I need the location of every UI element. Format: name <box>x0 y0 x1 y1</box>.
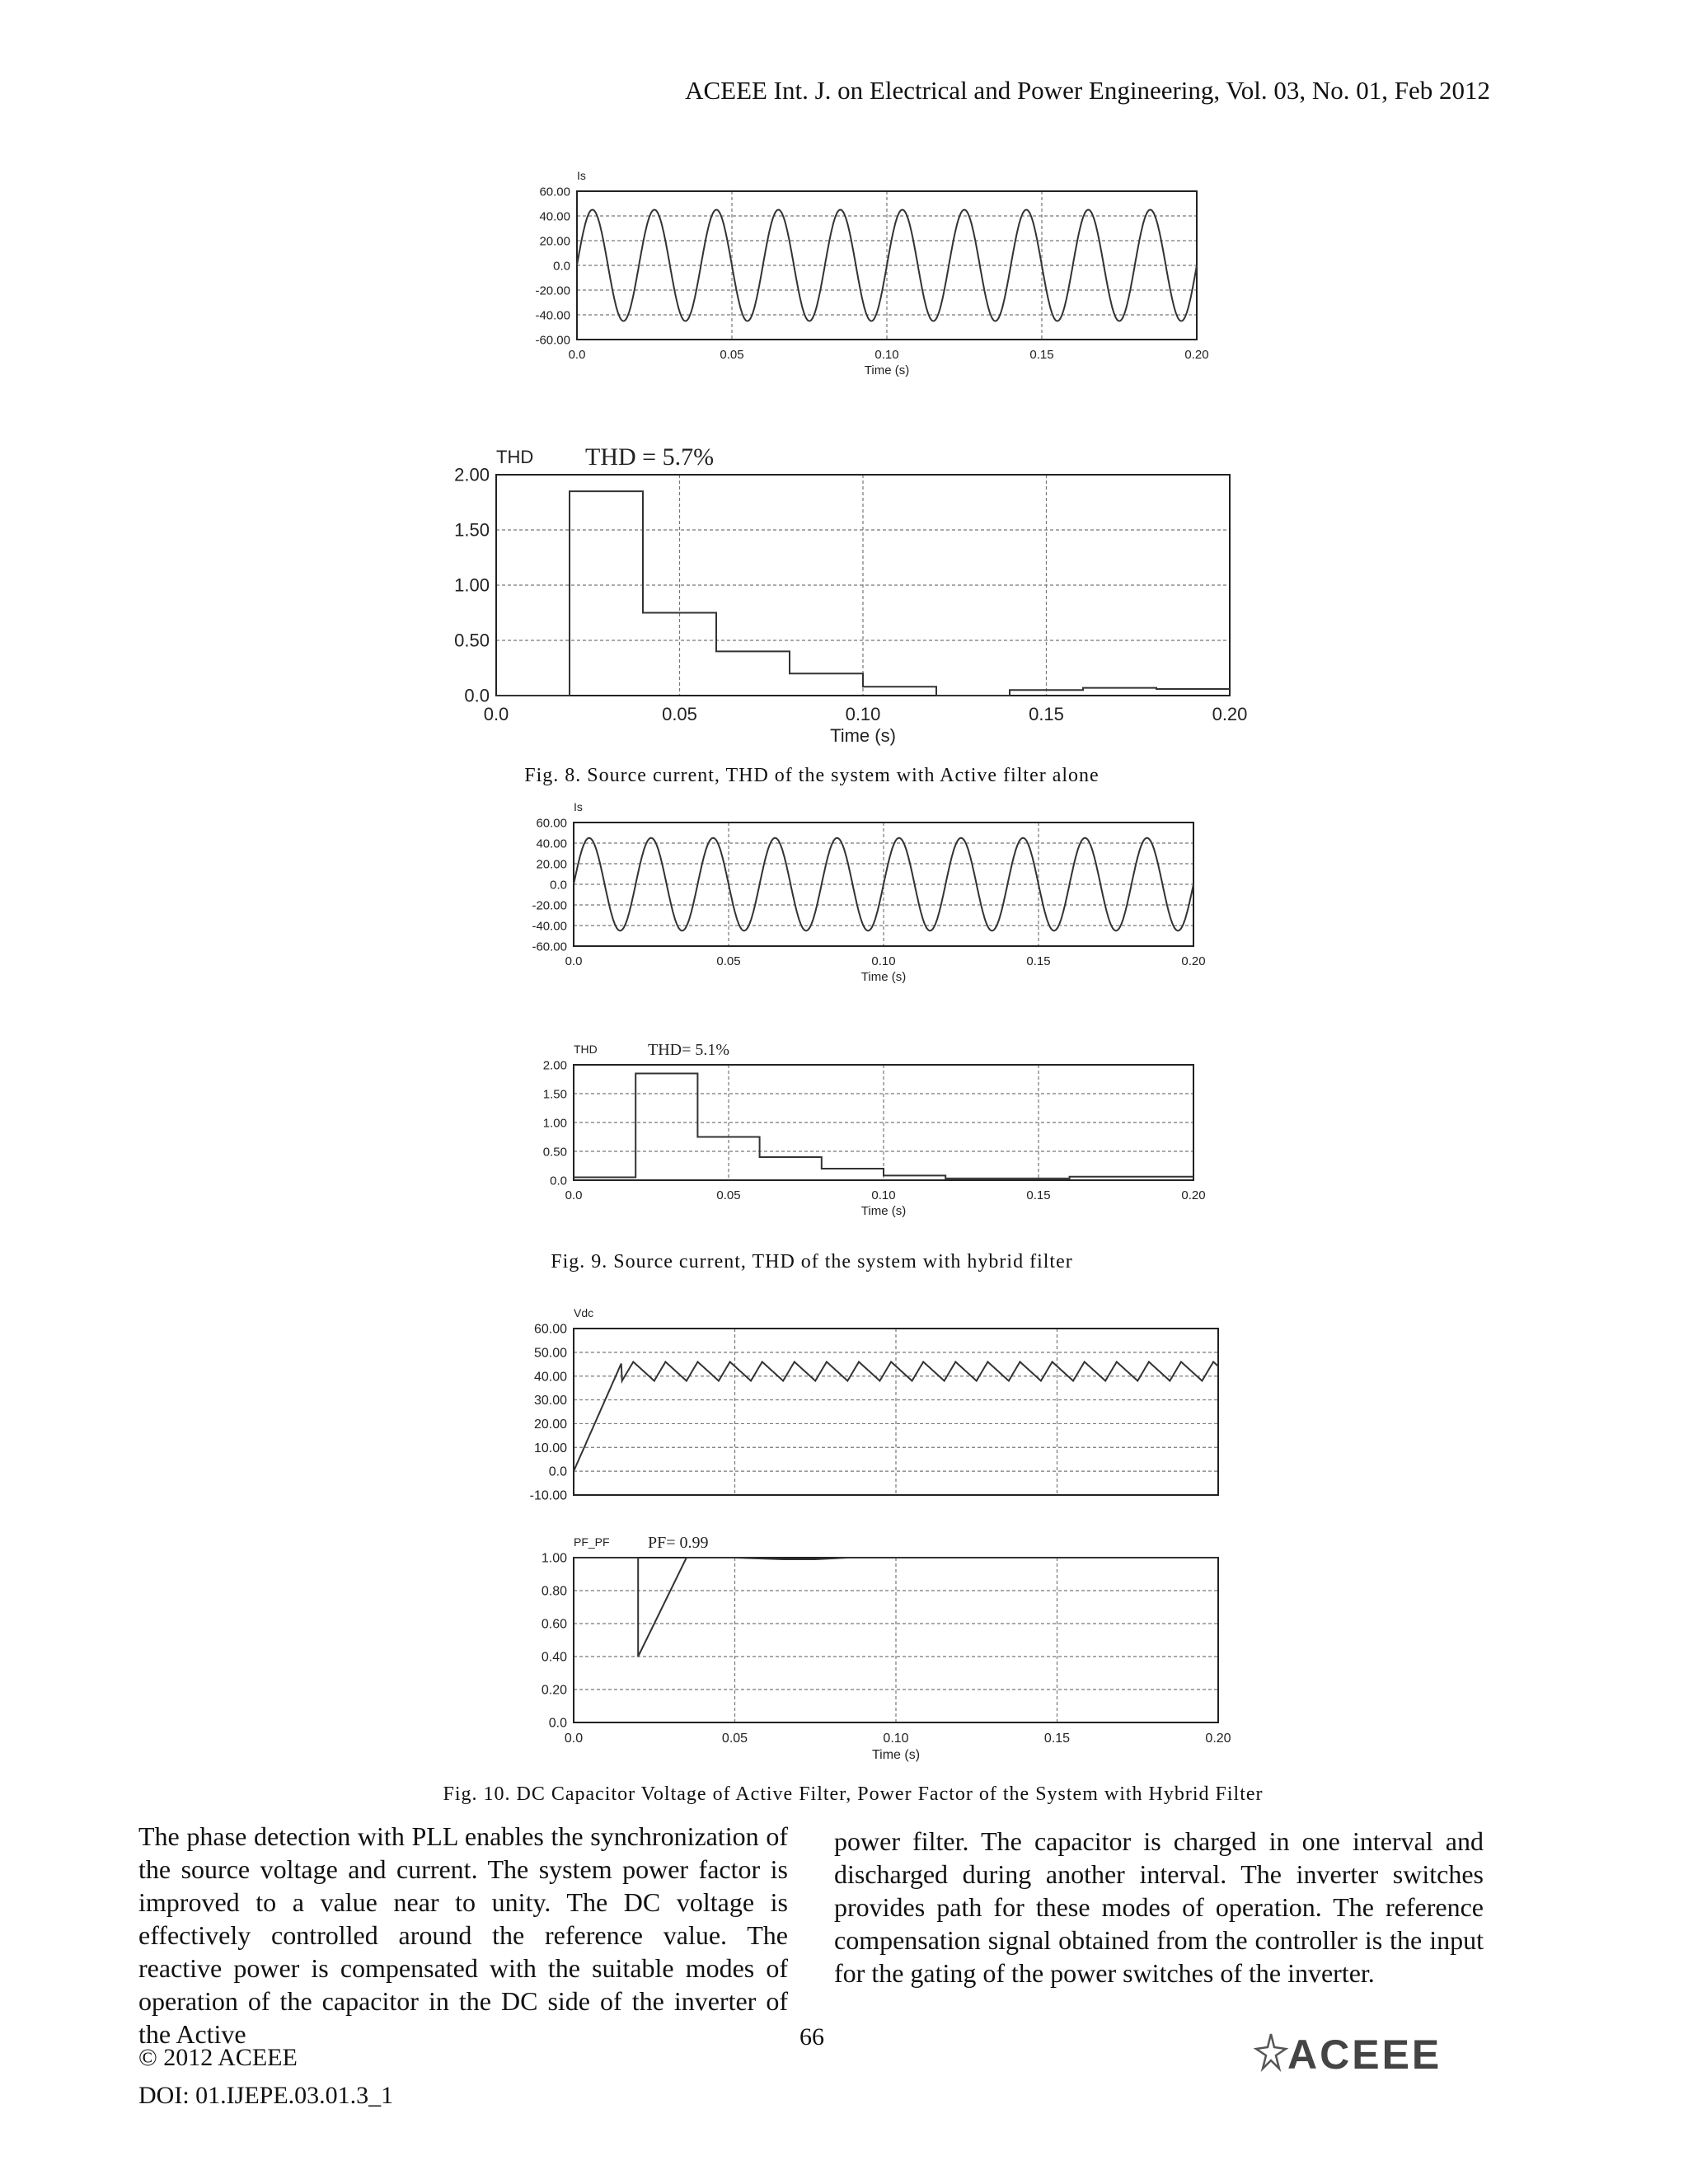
y-tick-label: 0.0 <box>548 1716 567 1731</box>
fig10-caption: Fig. 10. DC Capacitor Voltage of Active Filter, Power Factor of the System with Hybrid Filter <box>443 1783 1264 1805</box>
chart-annotation: PF= 0.99 <box>648 1534 709 1552</box>
y-tick-label: 2.00 <box>542 1058 567 1073</box>
fig8-thd-svg <box>445 429 1253 758</box>
x-tick-label: 0.10 <box>871 954 896 968</box>
y-tick-label: 40.00 <box>533 1370 567 1385</box>
y-tick-label: 20.00 <box>533 1418 567 1432</box>
x-tick-label: 0.15 <box>1029 348 1054 362</box>
y-tick-label: -10.00 <box>529 1488 567 1503</box>
aceee-logo <box>1253 2027 1492 2077</box>
body-left-column: The phase detection with PLL enables the synchronization of the source voltage and current. The system power factor is improved to a value near to unity. The DC voltage is effectively controlled around the reference value. The reactive power is compensated with the suitable modes of operation of the capacitor in the DC side of the inverter of the Active <box>138 1821 788 2049</box>
chart-title: PF_PF <box>574 1535 610 1549</box>
y-tick-label: 60.00 <box>536 816 567 831</box>
y-tick-label: 0.50 <box>542 1145 567 1160</box>
y-tick-label: 1.50 <box>454 519 490 541</box>
fig9-thd-svg <box>504 1030 1221 1236</box>
fig8-is-svg <box>471 158 1238 397</box>
fig10-vdc-svg <box>511 1291 1228 1513</box>
star-icon <box>1256 2034 1286 2069</box>
y-tick-label: 0.0 <box>550 878 567 893</box>
y-tick-label: 0.40 <box>541 1650 567 1665</box>
chart-title: Is <box>577 169 586 182</box>
y-tick-label: -20.00 <box>532 898 567 913</box>
x-tick-label: 0.20 <box>1205 1732 1231 1746</box>
fig9-caption: Fig. 9. Source current, THD of the system with hybrid filter <box>551 1251 1073 1272</box>
y-tick-label: 0.50 <box>454 630 490 651</box>
x-tick-label: 0.15 <box>1026 954 1051 968</box>
fig8-source-current-chart <box>471 158 1238 397</box>
y-tick-label: 2.00 <box>454 464 490 485</box>
fig9-thd-chart <box>504 1030 1221 1236</box>
x-axis-label: Time (s) <box>860 970 907 984</box>
x-tick-label: 0.05 <box>721 1732 748 1746</box>
y-tick-label: 20.00 <box>539 234 570 249</box>
chart-title: Vdc <box>574 1306 594 1319</box>
y-tick-label: 10.00 <box>533 1441 567 1455</box>
chart-annotation: THD= 5.1% <box>648 1041 730 1059</box>
fig9-is-svg <box>504 798 1221 1004</box>
x-tick-label: 0.10 <box>874 348 899 362</box>
y-tick-label: -20.00 <box>535 284 570 298</box>
x-tick-label: 0.15 <box>1029 704 1064 724</box>
copyright: © 2012 ACEEE <box>138 2044 298 2071</box>
chart-annotation: THD = 5.7% <box>585 443 715 471</box>
x-axis-label: Time (s) <box>871 1748 921 1762</box>
page-number: 66 <box>799 2023 824 2050</box>
y-tick-label: 30.00 <box>533 1394 567 1408</box>
y-tick-label: -40.00 <box>535 308 570 323</box>
y-tick-label: 0.80 <box>541 1584 567 1599</box>
y-tick-label: 1.50 <box>542 1087 567 1102</box>
fig10-dc-voltage-chart <box>511 1291 1228 1513</box>
x-tick-label: 0.05 <box>716 954 741 968</box>
x-tick-label: 0.0 <box>568 348 586 362</box>
body-right-column: power filter. The capacitor is charged in one interval and discharged during another interval. The inverter switches provides path for these modes of operation. The reference compensation signal obtained from the controller is the input for the gating of the power switches of the inverter. <box>834 1826 1484 1988</box>
x-tick-label: 0.0 <box>565 954 583 968</box>
fig8-thd-chart <box>445 429 1253 758</box>
y-tick-label: 0.0 <box>553 259 570 274</box>
x-tick-label: 0.15 <box>1043 1732 1071 1746</box>
x-tick-label: 0.20 <box>1212 704 1248 724</box>
y-tick-label: 0.60 <box>541 1617 567 1632</box>
fig9-source-current-chart <box>504 798 1221 1004</box>
x-tick-label: 0.10 <box>883 1732 909 1746</box>
x-tick-label: 0.0 <box>483 704 509 724</box>
y-tick-label: 40.00 <box>539 209 570 224</box>
chart-title: THD <box>574 1043 598 1056</box>
x-tick-label: 0.05 <box>716 1188 741 1202</box>
x-tick-label: 0.15 <box>1026 1188 1051 1202</box>
x-tick-label: 0.10 <box>845 704 881 724</box>
x-tick-label: 0.20 <box>1181 1188 1206 1202</box>
x-tick-label: 0.20 <box>1184 348 1209 362</box>
journal-header: ACEEE Int. J. on Electrical and Power Engineering, Vol. 03, No. 01, Feb 2012 <box>685 76 1490 105</box>
logo-text: ACEEE <box>1287 2032 1442 2077</box>
y-tick-label: 0.20 <box>541 1683 567 1698</box>
y-tick-label: 0.0 <box>548 1465 567 1479</box>
y-tick-label: 50.00 <box>533 1346 567 1361</box>
x-tick-label: 0.05 <box>662 704 697 724</box>
y-tick-label: 1.00 <box>541 1551 567 1566</box>
x-axis-label: Time (s) <box>864 363 910 377</box>
aceee-logo-svg <box>1253 2027 1492 2077</box>
x-tick-label: 0.20 <box>1181 954 1206 968</box>
y-tick-label: 0.0 <box>550 1174 567 1188</box>
x-tick-label: 0.05 <box>720 348 744 362</box>
doi: DOI: 01.IJEPE.03.01.3_1 <box>138 2082 394 2109</box>
y-tick-label: -60.00 <box>535 333 570 348</box>
x-axis-label: Time (s) <box>830 725 896 746</box>
y-tick-label: 1.00 <box>542 1116 567 1131</box>
y-tick-label: 60.00 <box>539 185 570 199</box>
fig8-caption: Fig. 8. Source current, THD of the system with Active filter alone <box>524 765 1100 786</box>
y-tick-label: 40.00 <box>536 837 567 851</box>
x-tick-label: 0.0 <box>564 1732 584 1746</box>
fig10-power-factor-chart <box>511 1525 1231 1772</box>
x-tick-label: 0.0 <box>565 1188 583 1202</box>
y-tick-label: -40.00 <box>532 919 567 934</box>
x-axis-label: Time (s) <box>860 1204 907 1218</box>
y-tick-label: 20.00 <box>536 857 567 872</box>
y-tick-label: 60.00 <box>533 1322 567 1337</box>
y-tick-label: 0.0 <box>464 685 490 706</box>
x-tick-label: 0.10 <box>871 1188 896 1202</box>
chart-title: THD <box>496 447 534 467</box>
y-tick-label: -60.00 <box>532 940 567 954</box>
chart-title: Is <box>574 800 583 813</box>
y-tick-label: 1.00 <box>454 574 490 596</box>
fig10-pf-svg <box>511 1525 1231 1772</box>
